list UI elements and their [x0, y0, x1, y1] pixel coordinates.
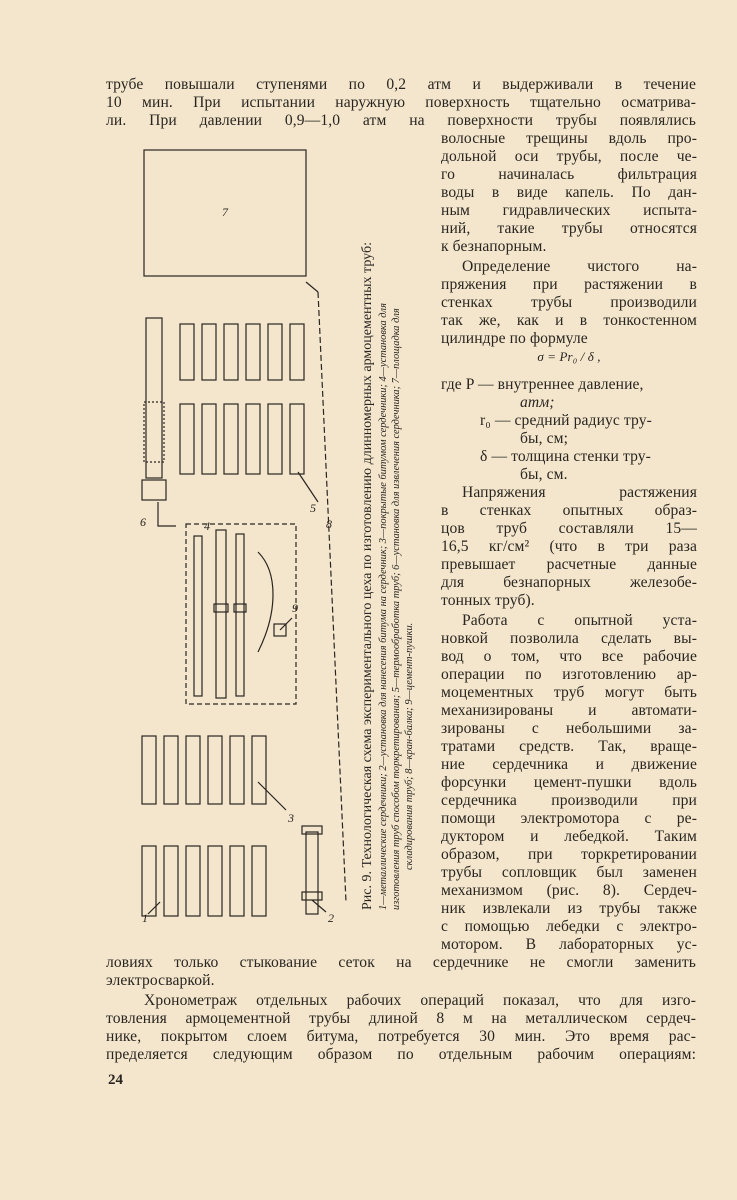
col-line-1: волосные трещины вдоль про- [441, 130, 697, 147]
bitumen-mandrels-rows [142, 736, 266, 804]
bitumen-install-bottom [302, 892, 322, 900]
leader-3 [258, 782, 286, 810]
col2-line-2: в стенках опытных образ- [441, 502, 697, 519]
text-line-bottom-2: электросваркой. [106, 972, 215, 989]
crane-beam-end [306, 282, 318, 292]
extraction-install-detail [144, 402, 164, 462]
figure-label-2: 2 [328, 911, 334, 922]
extraction-install-rect [146, 318, 162, 478]
col2-line-4: 16,5 кг/см² (что в три раза [441, 538, 697, 555]
col2-line-11: операции по изготовлению ар- [441, 666, 697, 683]
col-line-8: Определение чистого на- [462, 258, 697, 275]
leader-6 [158, 502, 176, 526]
col-line-4: воды в виде капель. По дан- [441, 184, 697, 201]
col2-line-25: с помощью лебедки с электро- [441, 918, 697, 935]
figure-caption-title: Рис. 9. Технологическая схема экспериментального цеха по изготовлению длинномерных армоцементных труб: [360, 242, 375, 910]
col2-line-26: мотором. В лабораторных ус- [441, 936, 697, 953]
where-line-1: где P — внутреннее давление, [441, 376, 644, 393]
hose-curve [258, 552, 273, 652]
col2-line-16: ние сердечника и движение [441, 756, 697, 773]
leader-5 [298, 472, 318, 502]
figure-label-6: 6 [140, 515, 146, 529]
col-line-9: пряжения при растяжении в [441, 276, 697, 293]
col-line-12: цилиндре по формуле [441, 330, 588, 347]
col-line-3: го начиналась фильтрация [441, 166, 697, 183]
figure-label-5: 5 [310, 501, 316, 515]
col2-line-17: форсунки цемент-пушки вдоль [441, 774, 697, 791]
text-line-bottom-4: товления армоцементной трубы длиной 8 м на металлическом сердеч- [106, 1010, 696, 1027]
col2-line-24: ник извлекали из трубы также [441, 900, 697, 917]
col2-line-8: Работа с опытной уста- [462, 612, 697, 629]
where-line-4: бы, см; [520, 430, 569, 447]
where-line-3: r₀ — средний радиус тру- [480, 412, 652, 429]
col-line-7: к безнапорным. [441, 238, 547, 255]
figure-label-7: 7 [222, 205, 228, 219]
formula: σ = Pr₀ / δ , [537, 349, 601, 364]
figure-caption-legend-3: складирования труб; 8—кран-балка; 9—цемент-пушки. [404, 622, 415, 870]
text-line-bottom-3: Хронометраж отдельных рабочих операций показал, что для изго- [144, 992, 696, 1009]
text-line-top-2: 10 мин. При испытании наружную поверхность тщательно осматрива- [106, 94, 696, 111]
where-line-5: δ — толщина стенки тру- [480, 448, 651, 465]
col2-line-3: цов труб составляли 15— [441, 520, 697, 537]
heat-treatment-rows [180, 324, 304, 474]
col2-line-5: превышает расчетные данные [441, 556, 697, 573]
col-line-11: так же, как и в тонкостенном [441, 312, 697, 329]
text-line-bottom-5: нике, покрытом слоем битума, потребуется 30 мин. Это время рас- [106, 1028, 696, 1045]
col2-line-9: новкой позволила сделать вы- [441, 630, 697, 647]
figure-label-4: 4 [204, 519, 210, 533]
figure-caption-legend-2: изготовления труб способом торкретирования; 5—термообработка труб; 6—установка для извлечения сердечника; 7—площадка для [391, 308, 402, 910]
col-line-5: ным гидравлических испыта- [441, 202, 697, 219]
text-line-top-1: трубе повышали ступенями по 0,2 атм и выдерживали в течение [106, 76, 696, 93]
figure-caption-legend-1: 1—металлические сердечники; 2—установка для нанесения битума на сердечник; 3—покрытые битумом сердечники; 4—установка для [378, 303, 389, 910]
leader-1 [148, 902, 160, 914]
figure-label-3: 3 [288, 811, 294, 825]
where-line-6: бы, см. [520, 466, 568, 483]
page-number: 24 [108, 1072, 123, 1088]
col2-line-6: для безнапорных железобе- [441, 574, 697, 591]
col-line-2: дольной оси трубы, после че- [441, 148, 697, 165]
col2-line-1: Напряжения растяжения [462, 484, 697, 501]
figure-label-9: 9 [292, 601, 298, 615]
metal-mandrels-rows [142, 846, 266, 916]
bitumen-install-rect [306, 832, 318, 914]
where-line-2: атм; [520, 394, 555, 411]
col2-line-15: тратами средств. Так, враще- [441, 738, 697, 755]
text-line-bottom-1: ловиях только стыкование сеток на сердечнике не смогли заменить [106, 954, 696, 971]
text-line-top-3: ли. При давлении 0,9—1,0 атм на поверхности трубы появлялись [106, 112, 696, 129]
col2-line-14: зированы с небольшими за- [441, 720, 697, 737]
col2-line-22: трубы сопловщик был заменен [441, 864, 697, 881]
figure-label-1: 1 [142, 911, 148, 922]
col2-line-20: дуктором и лебедкой. Таким [441, 828, 697, 845]
crane-beam-line [318, 292, 346, 902]
col2-line-19: помощи электромотора с ре- [441, 810, 697, 827]
text-line-bottom-6: пределяется следующим образом по отдельным рабочим операциям: [106, 1046, 696, 1063]
col2-line-18: сердечника производили при [441, 792, 697, 809]
extraction-install-base [142, 480, 166, 500]
col2-line-23: механизмом (рис. 8). Сердеч- [441, 882, 697, 899]
col-line-10: стенках трубы производили [441, 294, 697, 311]
figure-label-8: 8 [326, 517, 332, 531]
col2-line-12: моцементных труб могут быть [441, 684, 697, 701]
col2-line-10: вод о том, что все рабочие [441, 648, 697, 665]
col2-line-21: образом, при торкретировании [441, 846, 697, 863]
col-line-6: ний, такие трубы относятся [441, 220, 697, 237]
col2-line-7: тонных труб). [441, 592, 535, 609]
torkret-install-mandrels [194, 530, 246, 698]
leader-2 [312, 900, 326, 912]
col2-line-13: механизированы и автомати- [441, 702, 697, 719]
bitumen-install-top [302, 826, 322, 834]
